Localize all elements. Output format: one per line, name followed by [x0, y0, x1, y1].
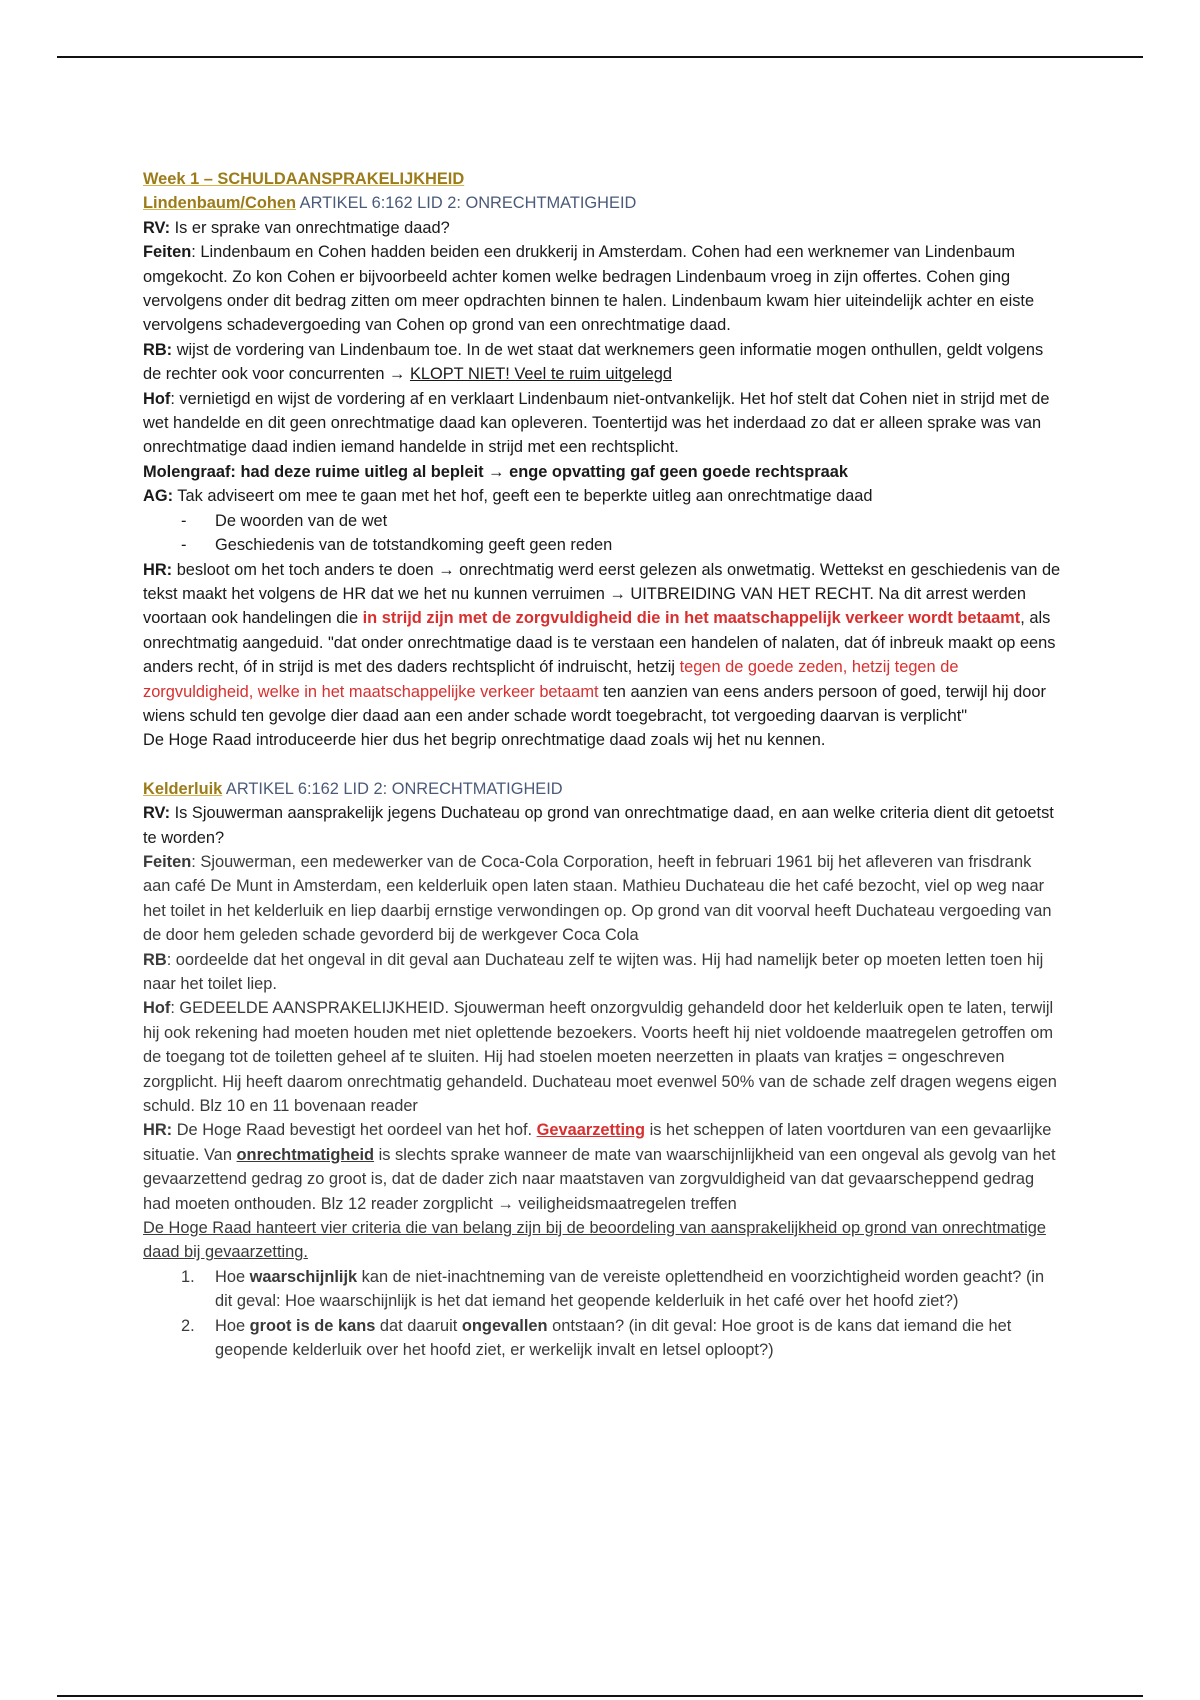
case1-feiten: Feiten: Lindenbaum en Cohen hadden beiden een drukkerij in Amsterdam. Cohen had een werknemer van Lindenbaum omgekocht. Zo kon Cohen er bijvoorbeeld achter komen welke bedragen Lindenbaum vroeg in zijn offertes. Cohen ging vervolgens onder dit bedrag zitten om meer opdrachten binnen te halen. Lindenbaum kwam hier uiteindelijk achter en eiste vervolgens schadevergoeding van Cohen op grond van een onrechtmatige daad.	[143, 243, 1035, 335]
case1-hof: Hof: vernietigd en wijst de vordering af en verklaart Lindenbaum niet-ontvankelijk. Het hof stelt dat Cohen niet in strijd met de wet handelde en dit geen onrechtmatige daad kan opleveren. Toentertijd was het inderdaad zo dat er alleen sprake was van onrechtmatige daad indien iemand handelde in strijd met een rechtsplicht.	[143, 389, 1050, 457]
case1-ag: AG: Tak adviseert om mee te gaan met het hof, geeft een te beperkte uitleg aan onrechtmatige daad	[143, 487, 873, 506]
bottom-rule	[57, 1695, 1143, 1697]
list-item: - Geschiedenis van de totstandkoming geeft geen reden	[143, 533, 1061, 557]
case2-hof: Hof: GEDEELDE AANSPRAKELIJKHEID. Sjouwerman heeft onzorgvuldig gehandeld door het kelderluik open te laten, terwijl hij ook rekening had moeten houden met niet oplettende bezoekers. Voorts heeft hij niet voldoende maatregelen getroffen om de toegang tot de toiletten geheel af te sluiten. Hij had stoelen moeten neerzetten in plaats van kratjes = ongeschreven zorgplicht. Hij heeft daarom onrechtmatig gehandeld. Duchateau moet evenwel 50% van de schade zelf dragen wegens eigen schuld. Blz 10 en 11 bovenaan reader	[143, 999, 1057, 1116]
document-body	[143, 167, 1061, 1363]
case2-rv: RV: Is Sjouwerman aansprakelijk jegens Duchateau op grond van onrechtmatige daad, en aan welke criteria dient dit getoetst te worden?	[143, 804, 1054, 847]
list-item: 2. Hoe groot is de kans dat daaruit ongevallen ontstaan? (in dit geval: Hoe groot is de kans dat iemand die het geopende kelderluik over het hoofd ziet, er werkelijk invalt en letsel oploopt?)	[181, 1316, 1012, 1360]
case2-criteria-intro: De Hoge Raad hanteert vier criteria die van belang zijn bij de beoordeling van aansprakelijkheid op grond van onrechtmatige daad bij gevaarzetting.	[143, 1219, 1046, 1262]
case1-heading	[143, 191, 1061, 215]
list-item: 1. Hoe waarschijnlijk kan de niet-inachtneming van de vereiste oplettendheid en voorzichtigheid worden geacht? (in dit geval: Hoe waarschijnlijk is het dat iemand het geopende kelderluik in het café over het hoofd ziet?)	[181, 1267, 1045, 1311]
case1-rb: RB: wijst de vordering van Lindenbaum toe. In de wet staat dat werknemers geen informatie mogen onthullen, geldt volgens de rechter ook voor concurrenten → KLOPT NIET! Veel te ruim uitgelegd	[143, 340, 1044, 384]
case2-rb: RB: oordeelde dat het ongeval in dit geval aan Duchateau zelf te wijten was. Hij had namelijk beter op moeten letten toen hij naar het toilet liep.	[143, 950, 1044, 993]
case1-rv: RV: Is er sprake van onrechtmatige daad?	[143, 218, 450, 237]
case-article: ARTIKEL 6:162 LID 2: ONRECHTMATIGHEID	[295, 194, 637, 213]
case1-conclusion: De Hoge Raad introduceerde hier dus het begrip onrechtmatige daad zoals wij het nu kennen.	[143, 731, 826, 750]
case2-heading	[143, 777, 1061, 801]
week-title: Week 1 – SCHULDAANSPRAKELIJKHEID	[143, 170, 465, 188]
case1-molengraaf: Molengraaf: had deze ruime uitleg al bepleit → enge opvatting gaf geen goede rechtspraak	[143, 462, 848, 481]
case1-hr: HR: besloot om het toch anders te doen → onrechtmatig werd eerst gelezen als onwetmatig. Wettekst en geschiedenis van de tekst maakt het volgens de HR dat we het nu kunnen verruimen → UITBREIDING VAN HET RECHT. Na dit arrest werden voortaan ook handelingen die in strijd zijn met de zorgvuldigheid die in het maatschappelijk verkeer wordt betaamt, als onrechtmatig aangeduid. "dat onder onrechtmatige daad is te verstaan een handelen of nalaten, dat óf inbreuk maakt op eens anders recht, óf in strijd is met des daders rechtsplicht óf indruischt, hetzij tegen de goede zeden, hetzij tegen de zorgvuldigheid, welke in het maatschappelijke verkeer betaamt ten aanzien van eens anders persoon of goed, terwijl hij door wiens schuld ten gevolge dier daad aan een ander schade wordt toegebracht, tot vergoeding daarvan is verplicht"	[143, 560, 1061, 725]
spacer	[143, 753, 1061, 777]
case2-feiten: Feiten: Sjouwerman, een medewerker van de Coca-Cola Corporation, heeft in februari 1961 bij het afleveren van frisdrank aan café De Munt in Amsterdam, een kelderluik open laten staan. Mathieu Duchateau die het café bezocht, viel op weg naar het toilet in het kelderluik en liep daarbij ernstige verwondingen op. Op grond van dit voorval heeft Duchateau vergoeding van de door hem geleden schade gevorderd bij de werkgever Coca Cola	[143, 852, 1052, 945]
list-item: - De woorden van de wet	[143, 509, 1061, 533]
case-article: ARTIKEL 6:162 LID 2: ONRECHTMATIGHEID	[222, 779, 563, 798]
case2-hr: HR: De Hoge Raad bevestigt het oordeel van het hof. Gevaarzetting is het scheppen of laten voortduren van een gevaarlijke situatie. Van onrechtmatigheid is slechts sprake wanneer de mate van waarschijnlijkheid van een ongeval als gevolg van het gevaarzettend gedrag zo groot is, dat de dader zich naar maatstaven van zorgvuldigheid van dat gevaarscheppend gedrag had moeten onthouden. Blz 12 reader zorgplicht → veiligheidsmaatregelen treffen	[143, 1121, 1056, 1213]
case-name: Lindenbaum/Cohen	[143, 194, 296, 213]
case-name: Kelderluik	[143, 779, 223, 798]
top-rule	[57, 56, 1143, 58]
